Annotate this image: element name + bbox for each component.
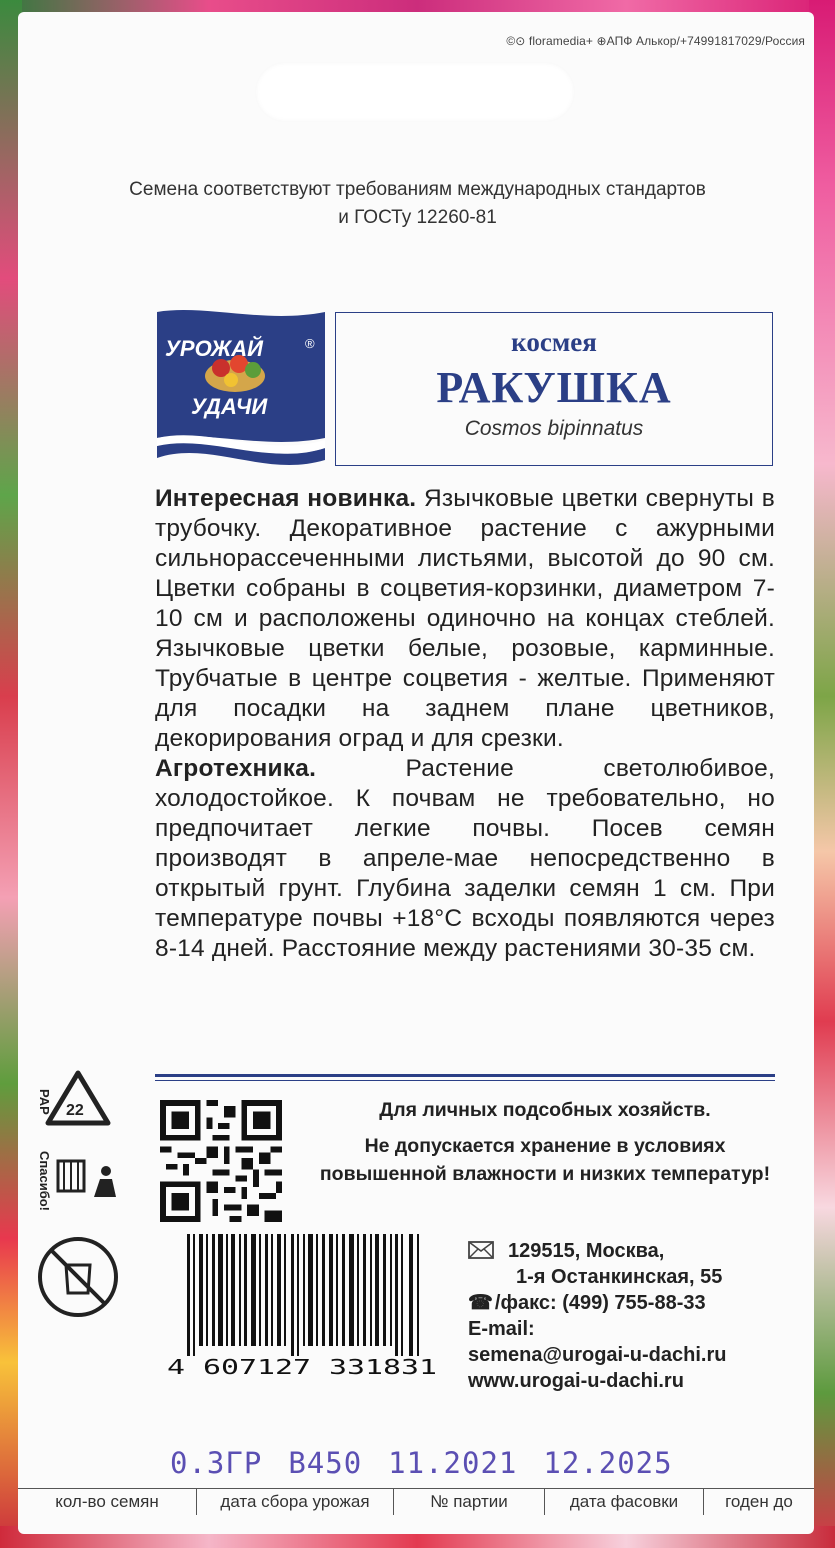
hang-hole (255, 62, 575, 122)
stamp-harvest-date: 11.2021 (388, 1446, 518, 1480)
contact-street: 1-я Останкинская, 55 (516, 1266, 723, 1288)
notice-line-1: Для личных подсобных хозяйств. (379, 1099, 711, 1121)
bin-icon (58, 1161, 116, 1197)
description-text-1: Язычковые цветки свернуты в трубочку. Декоративное растение с ажурными сильнорассеченными листьями, высотой до 90 см. Цветки собраны в соцветия-корзинки, диаметром 7-10 см и расположены одиночно на концах стеблей. Язычковые цветки белые, розовые, карминные. Трубчатые в центре соцветия - желтые. Применяют для посадки на заднем плане цветников, декорирования оград и для срезки. (155, 485, 775, 752)
contact-address-line-1 (468, 1238, 788, 1264)
product-genus: космея (511, 327, 597, 357)
qr-code (160, 1100, 282, 1222)
description-lead-1: Интересная новинка. (155, 485, 417, 512)
stamp-batch: В450 (288, 1446, 363, 1480)
description-paragraph-2 (155, 754, 775, 964)
standards-note (60, 176, 775, 232)
description-paragraph-1 (155, 484, 775, 754)
logo-registered-mark: ® (305, 336, 315, 351)
divider-thin (155, 1080, 775, 1081)
stamp-weight: 0.3ГР (170, 1446, 263, 1480)
description-text-2: Растение светолюбивое, холодостойкое. К почвам не требовательно, но предпочитает легкие почвы. Посев семян производят в апреле-мае непосредственно в открытый грунт. Глубина заделки семян 1 см. При температуре почвы +18°С всходы появляются через 8-14 дней. Расстояние между растениями 30-35 см. (155, 755, 775, 962)
contact-zip-city: 129515, Москва, (508, 1240, 665, 1262)
label-valid-until: годен до (725, 1492, 793, 1511)
brand-logo (155, 308, 327, 468)
label-packing-date: дата фасовки (545, 1489, 704, 1515)
standards-line-1: Семена соответствуют требованиям международных стандартов (129, 179, 706, 200)
copyright-credit: ©⊙ floramedia+ ⊕АПФ Алькор/+74991817029/Россия (506, 34, 805, 48)
notice-line-2: Не допускается хранение в условиях повышенной влажности и низких температур! (319, 1135, 771, 1185)
label-batch-number: № партии (394, 1489, 545, 1515)
ean-barcode (165, 1232, 445, 1382)
logo-text-top: УРОЖАЙ (165, 336, 263, 361)
product-variety: РАКУШКА (436, 363, 672, 412)
product-description (155, 484, 775, 964)
recycle-icon (48, 1073, 108, 1123)
contact-email: semena@urogai-u-dachi.ru (468, 1344, 727, 1366)
contact-phone-line (468, 1290, 788, 1316)
lot-stamp (170, 1446, 699, 1480)
storage-notice (315, 1096, 775, 1188)
standards-line-2: и ГОСТу 12260-81 (338, 207, 497, 228)
stamp-pack-date: 12.2025 (543, 1446, 673, 1480)
mail-icon (468, 1241, 494, 1259)
barcode-bars (187, 1234, 419, 1356)
description-lead-2: Агротехника. (155, 755, 317, 782)
logo-text-bottom: УДАЧИ (191, 394, 268, 419)
company-contacts (468, 1238, 788, 1394)
recycle-code: 22 (66, 1102, 84, 1119)
lot-labels-row (18, 1488, 814, 1515)
contact-email-label: E-mail: (468, 1318, 535, 1340)
divider-thick (155, 1074, 775, 1077)
product-title-box (335, 312, 773, 466)
barcode-number: 4 607127 331831 (167, 1355, 437, 1379)
thanks-text: Спасибо! (37, 1151, 52, 1211)
packaging-marks (28, 1065, 128, 1325)
phone-icon: ☎ (468, 1292, 493, 1314)
no-litter-icon (40, 1239, 116, 1315)
label-seed-count: кол-во семян (18, 1489, 197, 1515)
contact-phone: /факс: (499) 755-88-33 (494, 1292, 706, 1314)
product-latin-name: Cosmos bipinnatus (464, 417, 644, 440)
contact-website: www.urogai-u-dachi.ru (468, 1370, 684, 1392)
recycle-label: PAP (37, 1089, 52, 1115)
label-harvest-date: дата сбора урожая (197, 1489, 394, 1515)
